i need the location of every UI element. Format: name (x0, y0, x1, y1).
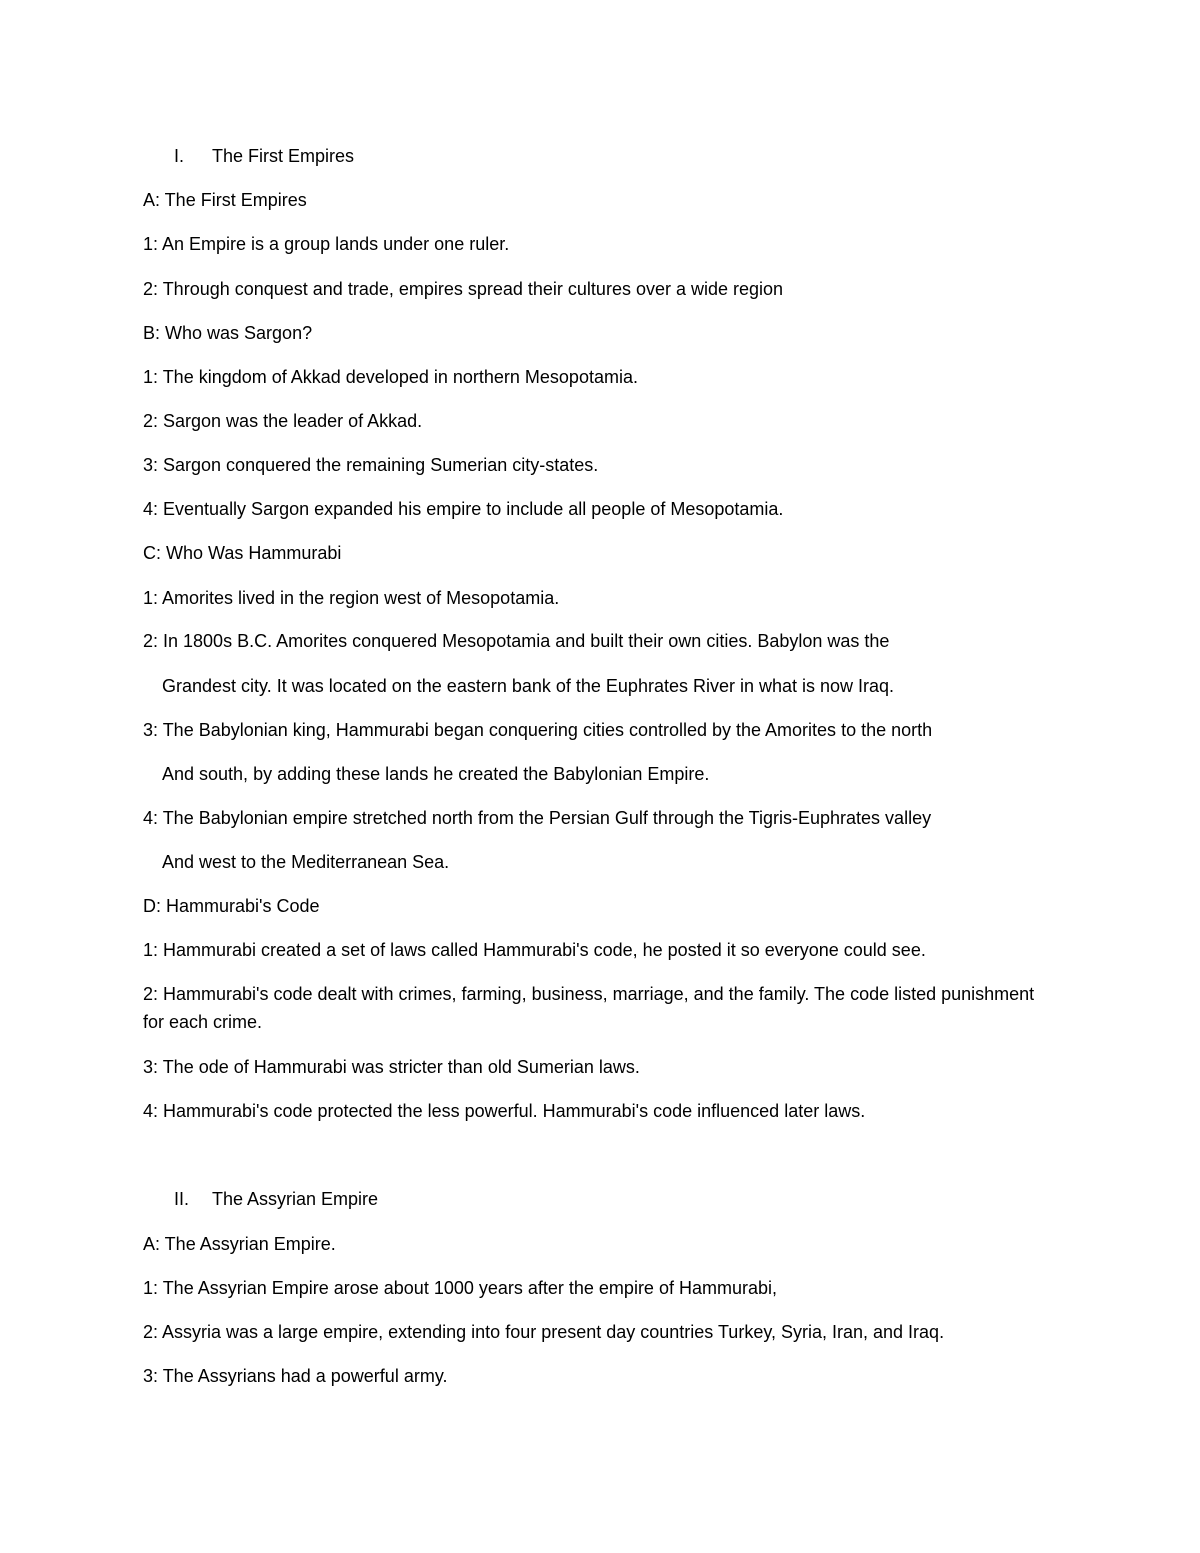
outline-line-d1: 1: Hammurabi created a set of laws called Hammurabi's code, he posted it so everyone could see. (143, 940, 926, 960)
section-heading-assyrian-empire (174, 1188, 378, 1210)
section-title: The First Empires (212, 146, 355, 166)
outline-line-c4: 4: The Babylonian empire stretched north from the Persian Gulf through the Tigris-Euphrates valley (143, 808, 932, 828)
outline-line-d-code: D: Hammurabi's Code (143, 896, 320, 916)
outline-line-assyria-a3: 3: The Assyrians had a powerful army. (143, 1366, 448, 1386)
section-numeral: I. (174, 146, 185, 166)
outline-line-assyria-a: A: The Assyrian Empire. (143, 1234, 336, 1254)
outline-line-assyria-a1: 1: The Assyrian Empire arose about 1000 years after the empire of Hammurabi, (143, 1278, 777, 1298)
outline-line-d3: 3: The ode of Hammurabi was stricter than old Sumerian laws. (143, 1057, 640, 1077)
section-title: The Assyrian Empire (212, 1189, 379, 1209)
outline-line-a-first-empires: A: The First Empires (143, 190, 307, 210)
section-numeral: II. (174, 1189, 190, 1209)
outline-line-c1: 1: Amorites lived in the region west of Mesopotamia. (143, 588, 560, 608)
outline-line-b-sargon: B: Who was Sargon? (143, 323, 313, 343)
outline-line-b3: 3: Sargon conquered the remaining Sumerian city-states. (143, 455, 599, 475)
outline-line-b1: 1: The kingdom of Akkad developed in northern Mesopotamia. (143, 367, 638, 387)
outline-line-c3-continued: And south, by adding these lands he created the Babylonian Empire. (162, 764, 710, 784)
outline-line-b4: 4: Eventually Sargon expanded his empire to include all people of Mesopotamia. (143, 499, 784, 519)
outline-line-a1: 1: An Empire is a group lands under one ruler. (143, 234, 510, 254)
outline-line-c4-continued: And west to the Mediterranean Sea. (162, 852, 450, 872)
outline-line-c-hammurabi: C: Who Was Hammurabi (143, 543, 342, 563)
outline-line-b2: 2: Sargon was the leader of Akkad. (143, 411, 423, 431)
outline-line-d2: 2: Hammurabi's code dealt with crimes, farming, business, marriage, and the family. The code listed punishment for each crime. (143, 984, 1035, 1032)
outline-line-c2: 2: In 1800s B.C. Amorites conquered Mesopotamia and built their own cities. Babylon was the (143, 631, 890, 651)
section-heading-first-empires (174, 145, 354, 167)
outline-line-c3: 3: The Babylonian king, Hammurabi began conquering cities controlled by the Amorites to the north (143, 720, 933, 740)
outline-line-c2-continued: Grandest city. It was located on the eastern bank of the Euphrates River in what is now Iraq. (162, 676, 895, 696)
outline-line-d4: 4: Hammurabi's code protected the less powerful. Hammurabi's code influenced later laws. (143, 1101, 866, 1121)
outline-line-a2: 2: Through conquest and trade, empires spread their cultures over a wide region (143, 279, 784, 299)
outline-line-assyria-a2: 2: Assyria was a large empire, extending into four present day countries Turkey, Syria, Iran, and Iraq. (143, 1322, 945, 1342)
